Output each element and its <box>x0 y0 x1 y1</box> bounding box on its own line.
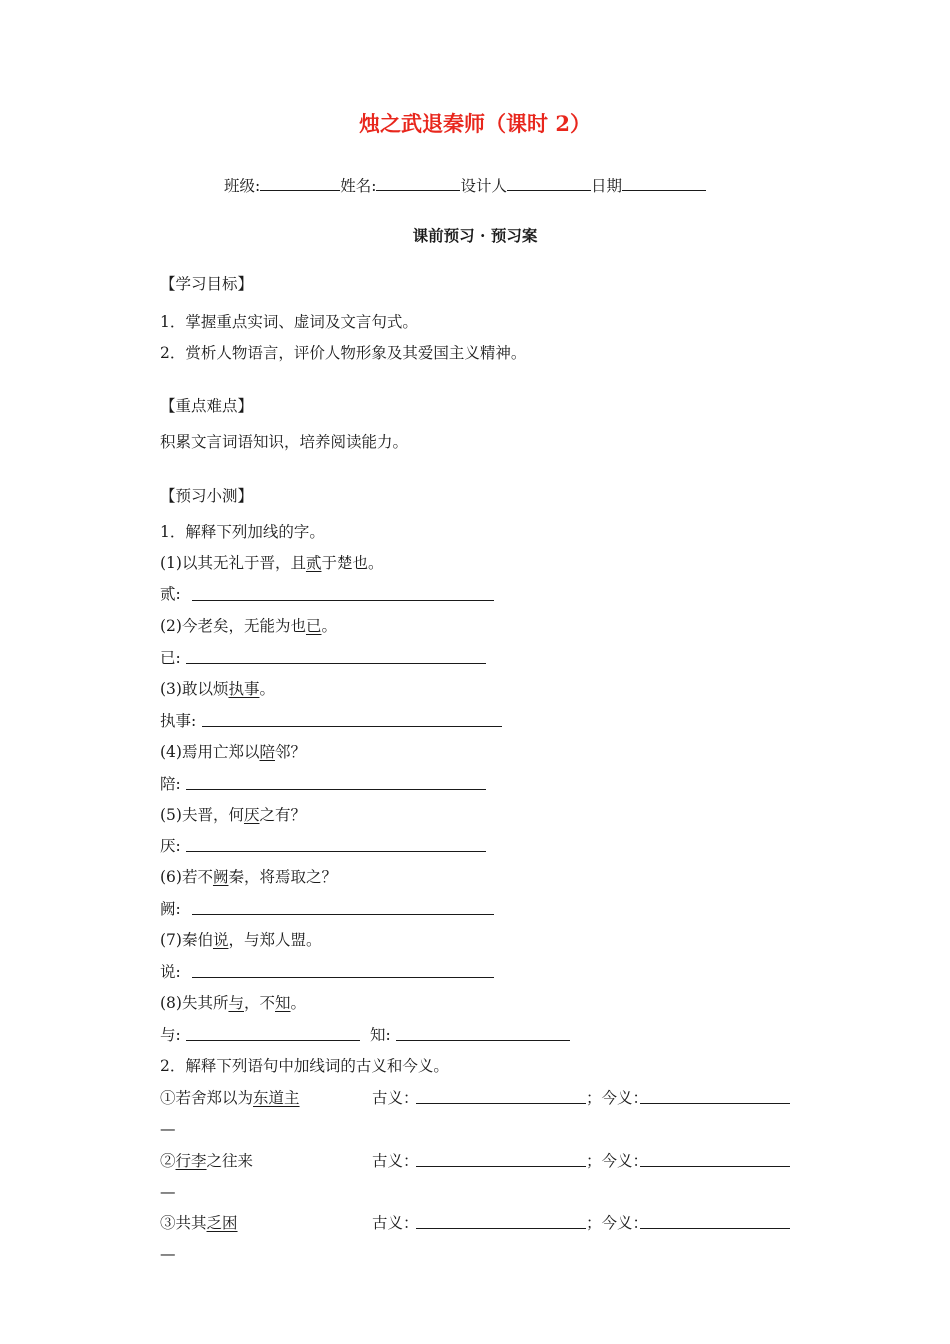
answer-line[interactable] <box>186 851 486 852</box>
quiz-sentence: (2)今老矣，无能为也已。 <box>160 617 337 635</box>
quiz-sentence: (3)敢以烦执事。 <box>160 680 275 698</box>
class-field[interactable] <box>260 176 340 191</box>
student-info-row <box>224 174 706 196</box>
modern-meaning-label: ；今义： <box>586 1152 649 1170</box>
answer-label: 与: <box>160 1026 181 1044</box>
underlined-word: 乏困 <box>206 1214 238 1232</box>
name-label: 姓名: <box>340 177 377 195</box>
date-field[interactable] <box>622 176 706 191</box>
goal-item: 2．赏析人物语言，评价人物形象及其爱国主义精神。 <box>160 344 527 362</box>
designer-label: 设计人 <box>460 177 507 195</box>
underlined-word: 执事 <box>228 680 260 698</box>
goals-heading: 【学习目标】 <box>160 275 254 293</box>
q2-phrase: ①若舍郑以为东道主 <box>160 1089 300 1107</box>
quiz-sentence: (1)以其无礼于晋，且贰于楚也。 <box>160 554 384 572</box>
continuation-dash: — <box>160 1183 176 1201</box>
underlined-word: 已 <box>305 617 322 635</box>
answer-label: 贰: <box>160 585 181 603</box>
continuation-dash: — <box>160 1245 176 1263</box>
modern-meaning-line[interactable] <box>640 1166 790 1167</box>
question-1: 1．解释下列加线的字。 <box>160 523 325 541</box>
designer-field[interactable] <box>507 176 591 191</box>
quiz-sentence: (6)若不阙秦，将焉取之？ <box>160 868 337 886</box>
underlined-word: 贰 <box>305 554 322 572</box>
ancient-meaning-label: 古义： <box>372 1089 419 1107</box>
ancient-meaning-label: 古义： <box>372 1152 419 1170</box>
modern-meaning-line[interactable] <box>640 1228 790 1229</box>
ancient-meaning-line[interactable] <box>416 1228 586 1229</box>
underlined-word: 东道主 <box>253 1089 300 1107</box>
underlined-word: 厌 <box>243 806 260 824</box>
answer-label: 已: <box>160 649 181 667</box>
answer-label: 陪: <box>160 775 181 793</box>
continuation-dash: — <box>160 1120 176 1138</box>
underlined-word: 与 <box>228 994 244 1012</box>
quiz-sentence: (4)焉用亡郑以陪邻？ <box>160 743 306 761</box>
modern-meaning-line[interactable] <box>640 1103 790 1104</box>
answer-line[interactable] <box>202 726 502 727</box>
underlined-word: 陪 <box>259 743 275 761</box>
underlined-word: 行李 <box>175 1152 207 1170</box>
key-heading: 【重点难点】 <box>160 397 254 415</box>
underlined-word: 阙 <box>212 868 229 886</box>
answer-label: 厌: <box>160 837 181 855</box>
answer-line[interactable] <box>186 789 486 790</box>
answer-line[interactable] <box>396 1040 570 1041</box>
modern-meaning-label: ；今义： <box>586 1089 649 1107</box>
key-text: 积累文言词语知识，培养阅读能力。 <box>160 433 409 451</box>
quiz-heading: 【预习小测】 <box>160 487 254 505</box>
modern-meaning-label: ；今义： <box>586 1214 649 1232</box>
ancient-meaning-label: 古义： <box>372 1214 419 1232</box>
answer-line[interactable] <box>192 914 494 915</box>
name-field[interactable] <box>376 176 460 191</box>
answer-label: 执事: <box>160 712 197 730</box>
answer-label: 说: <box>160 963 181 981</box>
date-label: 日期 <box>590 177 622 195</box>
question-2: 2．解释下列语句中加线词的古义和今义。 <box>160 1057 449 1075</box>
q2-phrase: ②行李之往来 <box>160 1152 254 1170</box>
answer-label: 知: <box>370 1026 391 1044</box>
underlined-word: 知 <box>275 994 291 1012</box>
answer-label: 阙: <box>160 900 181 918</box>
answer-line[interactable] <box>192 600 494 601</box>
answer-line[interactable] <box>186 1040 360 1041</box>
quiz-sentence: (8)失其所与，不知。 <box>160 994 307 1012</box>
answer-line[interactable] <box>186 663 486 664</box>
quiz-sentence: (5)夫晋，何厌之有？ <box>160 806 306 824</box>
answer-line[interactable] <box>192 977 494 978</box>
q2-phrase: ③共其乏困 <box>160 1214 238 1232</box>
underlined-word: 说 <box>212 931 229 949</box>
ancient-meaning-line[interactable] <box>416 1166 586 1167</box>
section-subtitle: 课前预习 · 预习案 <box>412 226 538 245</box>
quiz-sentence: (7)秦伯说，与郑人盟。 <box>160 931 322 949</box>
ancient-meaning-line[interactable] <box>416 1103 586 1104</box>
goal-item: 1．掌握重点实词、虚词及文言句式。 <box>160 313 418 331</box>
class-label: 班级: <box>224 177 261 195</box>
page-title: 烛之武退秦师（课时 2） <box>359 111 591 136</box>
